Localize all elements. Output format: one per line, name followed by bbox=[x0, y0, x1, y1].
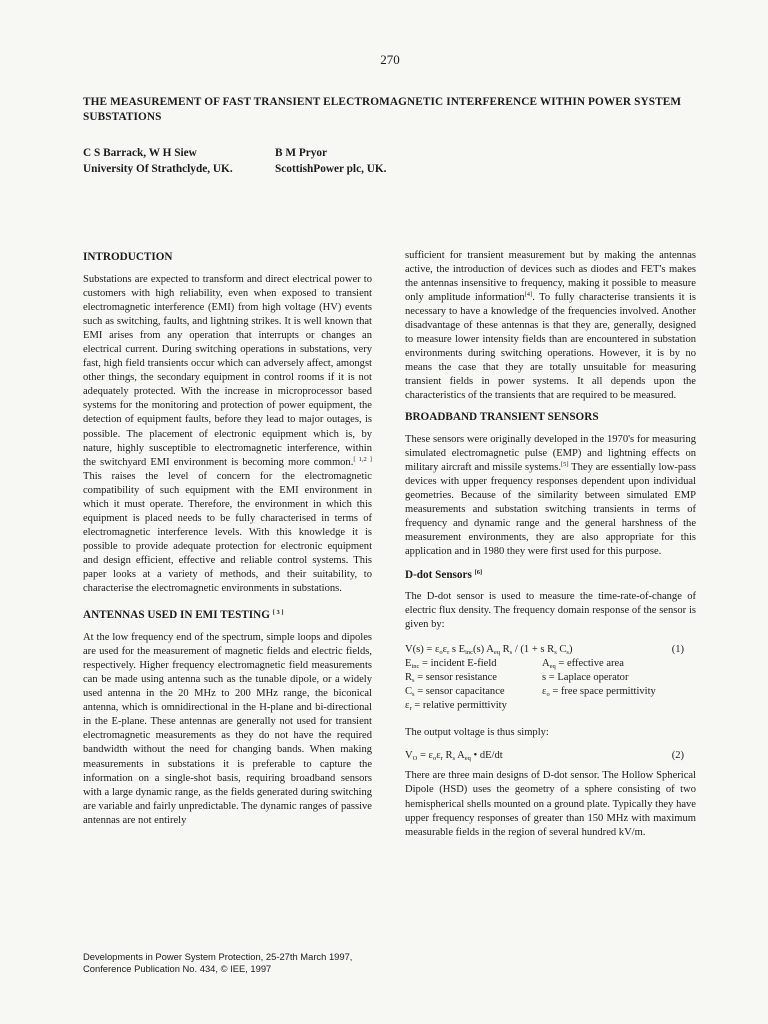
broadband-heading: BROADBAND TRANSIENT SENSORS bbox=[405, 410, 599, 423]
citation: [4] bbox=[524, 291, 533, 299]
footer-line: Developments in Power System Protection, 25-27th March 1997, bbox=[83, 951, 353, 962]
footer-line: Conference Publication No. 434, © IEE, 1997 bbox=[83, 962, 272, 974]
author-block-2 bbox=[275, 146, 387, 177]
equation-1 bbox=[405, 643, 696, 657]
author-block-1 bbox=[83, 146, 233, 177]
definition: $E_{inc}$ = incident E-field bbox=[405, 658, 497, 671]
citation: [ 1,2 ] bbox=[353, 455, 372, 463]
author-names: C S Barrack, W H Siew bbox=[83, 147, 197, 159]
broadband-paragraph: These sensors were originally developed in the 1970's for measuring simulated electromagnetic pulse (EMP) and lightning effects on military aircraft and missile systems.[5] They are essentially low-pass devices with upper frequency responses dependent upon individual geometries. Because of the similarity between simulated EMP measurements and substation switching transients in terms of frequency and dynamic range and the general harshness of the measurement environments, they are also appropriate for this application and in 1980 they were first used for this purpose. bbox=[405, 433, 697, 557]
author-affiliation: ScottishPower plc, UK. bbox=[275, 162, 387, 175]
output-voltage-text: The output voltage is thus simply: bbox=[405, 727, 549, 739]
introduction-heading: INTRODUCTION bbox=[83, 251, 173, 263]
equation-number: (2) bbox=[671, 750, 684, 762]
antennas-paragraph-continued: sufficient for transient measurement but by making the antennas active, the introduction of devices such as diodes and FET's makes the antennas insensitive to frequency, making it possible to measure only amplitude information[4]. To fully characterise transients it is necessary to have a knowledge of the frequencies involved. Another disadvantage of these antennas is that they are, generally, designed to measure lower intensity fields than are encountered in substation environments during switching operations. However, it is by no means the case that they are totally unsuitable for measuring transient fields in power systems. It all depends upon the characteristics of the transients that are required to be measured. bbox=[405, 250, 696, 402]
citation: [ 3 ] bbox=[272, 609, 284, 617]
author-names: B M Pryor bbox=[275, 147, 328, 159]
definition: $R_s$ = sensor resistance bbox=[405, 672, 497, 685]
introduction-paragraph: Substations are expected to transform and direct electrical power to customers with high reliability, even when exposed to transient electromagnetic interference (EMI) from high voltage (HV) events such as switching, faults, and lightning strikes. It is well known that EMI arises from any operation that interrupts or changes an electrical current. During switching operations in substations, very fast, high field transients occur which can adversely affect, amongst other things, the secondary equipment in control rooms if it is not adequately protected. With the increase in microprocessor based systems for the monitoring and protection of power equipment, the detection of equipment faults, before they lead to major outages, is possible. The placement of electronic equipment which is, by nature, highly susceptible to electromagnetic interference, within the switchyard EMI environment is becoming more common.[ 1,2 ] This raises the level of concern for the electromagnetic compatibility of such equipment with the EMI environment in which it must operate. Therefore, the environment in which this equipment is placed needs to be fully characterised in terms of electromagnetic interference levels. With this knowledge it is possible to provide adequate protection for electronic equipment and design efficient, effective and reliable control systems. This paper looks at a variety of methods, and their suitability, to characterise the electromagnetic environments in substations. bbox=[83, 274, 372, 595]
definition: $\varepsilon_r$ = relative permittivity bbox=[405, 700, 507, 713]
paper-title: THE MEASUREMENT OF FAST TRANSIENT ELECTROMAGNETIC INTERFERENCE WITHIN POWER SYSTEM SUBSTATIONS bbox=[83, 96, 682, 123]
definition: $C_s$ = sensor capacitance bbox=[405, 686, 505, 699]
equation-block bbox=[405, 643, 696, 713]
citation: [6] bbox=[474, 568, 483, 576]
equation-number: (1) bbox=[671, 644, 684, 656]
equation-2-body: $V_O = \varepsilon_o\varepsilon_r$ $R_s$ $A_{eq}$ • dE/dt bbox=[405, 750, 503, 763]
left-column bbox=[83, 250, 372, 828]
equation-1-body: $V(s) = \varepsilon_o\varepsilon_r$ s $E_{inc}(s)$ $A_{eq}$ $R_s / (1 + s$ $R_s$ $C_s$) bbox=[405, 644, 573, 657]
ddot-designs-paragraph: There are three main designs of D-dot sensor. The Hollow Spherical Dipole (HSD) uses the geometry of a sphere consisting of two hemispherical shells mounted on a ground plate. Typically they have upper frequency responses of greater than 150 MHz with maximum measurable fields in the region of several hundred kV/m. bbox=[405, 770, 696, 838]
antennas-heading: ANTENNAS USED IN EMI TESTING [ 3 ] bbox=[83, 609, 284, 622]
antennas-paragraph: At the low frequency end of the spectrum, simple loops and dipoles are used for the measurement of magnetic fields and electric fields, respectively. Higher frequency electromagnetic field measurements can be made using antenna such as the tunable dipole, or a widely used antenna in the 20 MHz to 200 MHz range, the biconical antenna, which is omnidirectional in the H-plane and bi-directional in the E-plane. These antennas are generally not used for transient electromagnetic measurements as they do not have the required bandwidth without the need for changing bands. When making measurements in substations it is preferable to capture the information on a single-shot basis, requiring broadband sensors with a large dynamic range, as the fields generated during switching are variable and fairly unpredictable. The dynamic ranges of passive antennas are not entirely bbox=[83, 632, 372, 826]
equation-2 bbox=[405, 749, 696, 763]
footer bbox=[83, 951, 413, 974]
citation: [5] bbox=[561, 460, 569, 468]
page-number: 270 bbox=[380, 52, 400, 67]
definitions bbox=[405, 657, 696, 713]
right-column bbox=[405, 249, 696, 840]
definition: $A_{eq}$ = effective area bbox=[542, 658, 624, 671]
ddot-paragraph: The D-dot sensor is used to measure the time-rate-of-change of electric flux density. The frequency domain response of the sensor is given by: bbox=[405, 590, 696, 631]
author-affiliation: University Of Strathclyde, UK. bbox=[83, 162, 233, 175]
definition: s = Laplace operator bbox=[542, 672, 629, 684]
ddot-heading: D-dot Sensors [6] bbox=[405, 568, 483, 581]
definition: $\varepsilon_o$ = free space permittivity bbox=[542, 686, 656, 699]
